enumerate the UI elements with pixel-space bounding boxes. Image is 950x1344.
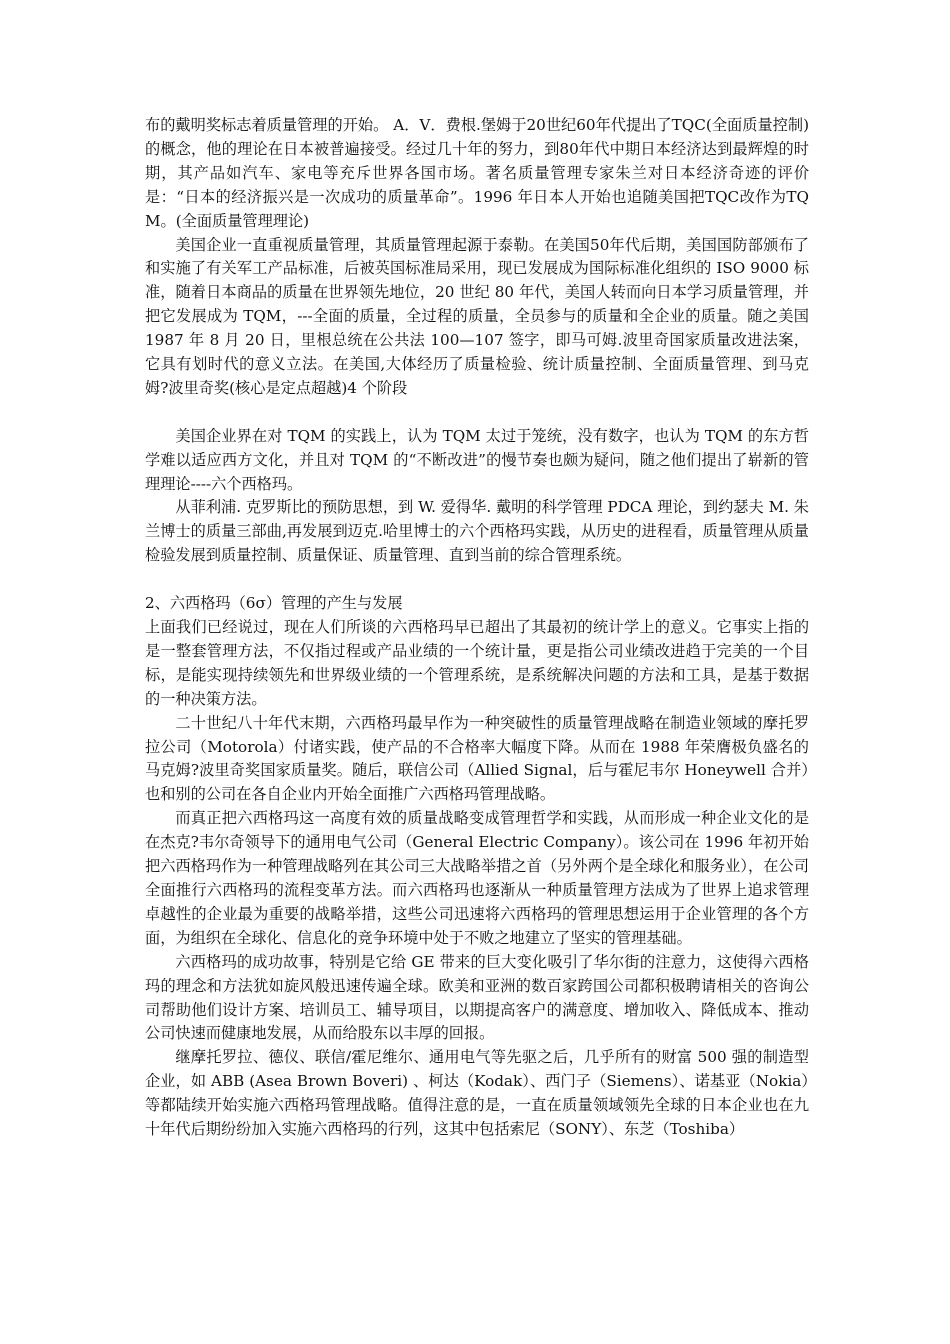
- paragraph-us-quality-history: 美国企业一直重视质量管理，其质量管理起源于泰勒。在美国50年代后期，美国国防部颁布了和实施了有关军工产品标准，后被英国标准局采用，现已发展成为国际标准化组织的 ISO 9000 标准，随着日本商品的质量在世界领先地位，20 世纪 80 年代，美国人转而向日本学习质量管理，并把它发展成为 TQM，---全面的质量，全过程的质量，全员参与的质量和全企业的质量。随之美国 1987 年 8 月 20 日，里根总统在公共法 100—107 签字，即马可姆.波里奇国家质量改进法案，它具有划时代的意义立法。在美国,大体经历了质量检验、统计质量控制、全面质量管理、到马克姆?波里奇奖(核心是定点超越)4 个阶段: [145, 235, 809, 397]
- paragraph-motorola: 二十世纪八十年代末期，六西格玛最早作为一种突破性的质量管理战略在制造业领域的摩托罗拉公司（Motorola）付诸实践，使产品的不合格率大幅度下降。从而在 1988 年荣膺极负盛名的马克姆?波里奇奖国家质量奖。随后，联信公司（Allied Signal，后与霍尼韦尔 Honeywell 合并）也和别的公司在各自企业内开始全面推广六西格玛管理战略。: [145, 713, 809, 804]
- paragraph-fortune-500: 继摩托罗拉、德仪、联信/霍尼维尔、通用电气等先驱之后，几乎所有的财富 500 强的制造型企业，如 ABB (Asea Brown Boveri) 、柯达（Kodak）、西门子（Siemens）、诺基亚（Nokia）等都陆续开始实施六西格玛管理战略。值得注意的是，一直在质量领域领先全球的日本企业也在九十年代后期纷纷加入实施六西格玛的行列，这其中包括索尼（SONY）、东芝（Toshiba）: [145, 1048, 809, 1139]
- paragraph-six-sigma-meaning: 上面我们已经说过，现在人们所谈的六西格玛早已超出了其最初的统计学上的意义。它事实上指的是一整套管理方法，不仅指过程或产品业绩的一个统计量，更是指公司业绩改进趋于完美的一个目标，是能实现持续领先和世界级业绩的一个管理系统，是系统解决问题的方法和工具，是基于数据的一种决策方法。: [145, 618, 809, 708]
- paragraph-deming-prize: 布的戴明奖标志着质量管理的开始。 A．V．费根.堡姆于20世纪60年代提出了TQC(全面质量控制)的概念，他的理论在日本被普遍接受。经过几十年的努力，到80年代中期日本经济达到最辉煌的时期，其产品如汽车、家电等充斥世界各国市场。著名质量管理专家朱兰对日本经济奇迹的评价是：“日本的经济振兴是一次成功的质量革命”。1996 年日本人开始也追随美国把TQC改作为TQM。(全面质量管理理论): [145, 116, 809, 230]
- section-heading: 2、六西格玛（6σ）管理的产生与发展: [145, 594, 403, 613]
- paragraph-spacer: [145, 568, 809, 592]
- document-body: [145, 114, 809, 1142]
- paragraph-tqm-critique: 美国企业界在对 TQM 的实践上，认为 TQM 太过于笼统，没有数字，也认为 TQM 的东方哲学难以适应西方文化，并且对 TQM 的“不断改进”的慢节奏也颇为疑问，随之他们提出了崭新的管理理论----六个西格玛。: [145, 426, 809, 493]
- paragraph-quality-evolution: 从菲利浦. 克罗斯比的预防思想，到 W. 爱得华. 戴明的科学管理 PDCA 理论，到约瑟夫 M. 朱兰博士的质量三部曲,再发展到迈克.哈里博士的六个西格玛实践，从历史的进程看，质量管理从质量检验发展到质量控制、质量保证、质量管理、直到当前的综合管理系统。: [145, 498, 809, 565]
- paragraph-wall-street: 六西格玛的成功故事，特别是它给 GE 带来的巨大变化吸引了华尔街的注意力，这使得六西格玛的理念和方法犹如旋风般迅速传遍全球。欧美和亚洲的数百家跨国公司都积极聘请相关的咨询公司帮助他们设计方案、培训员工、辅导项目，以期提高客户的满意度、增加收入、降低成本、推动公司快速而健康地发展，从而给股东以丰厚的回报。: [145, 952, 809, 1043]
- paragraph-spacer: [145, 401, 809, 425]
- paragraph-ge: 而真正把六西格玛这一高度有效的质量战略变成管理哲学和实践，从而形成一种企业文化的是在杰克?韦尔奇领导下的通用电气公司（General Electric Company）。该公司在 1996 年初开始把六西格玛作为一种管理战略列在其公司三大战略举措之首（另外两个是全球化和服务业），在公司全面推行六西格玛的流程变革方法。而六西格玛也逐渐从一种质量管理方法成为了世界上追求管理卓越性的企业最为重要的战略举措，这些公司迅速将六西格玛的管理思想运用于企业管理的各个方面，为组织在全球化、信息化的竞争环境中处于不败之地建立了坚实的管理基础。: [145, 809, 809, 947]
